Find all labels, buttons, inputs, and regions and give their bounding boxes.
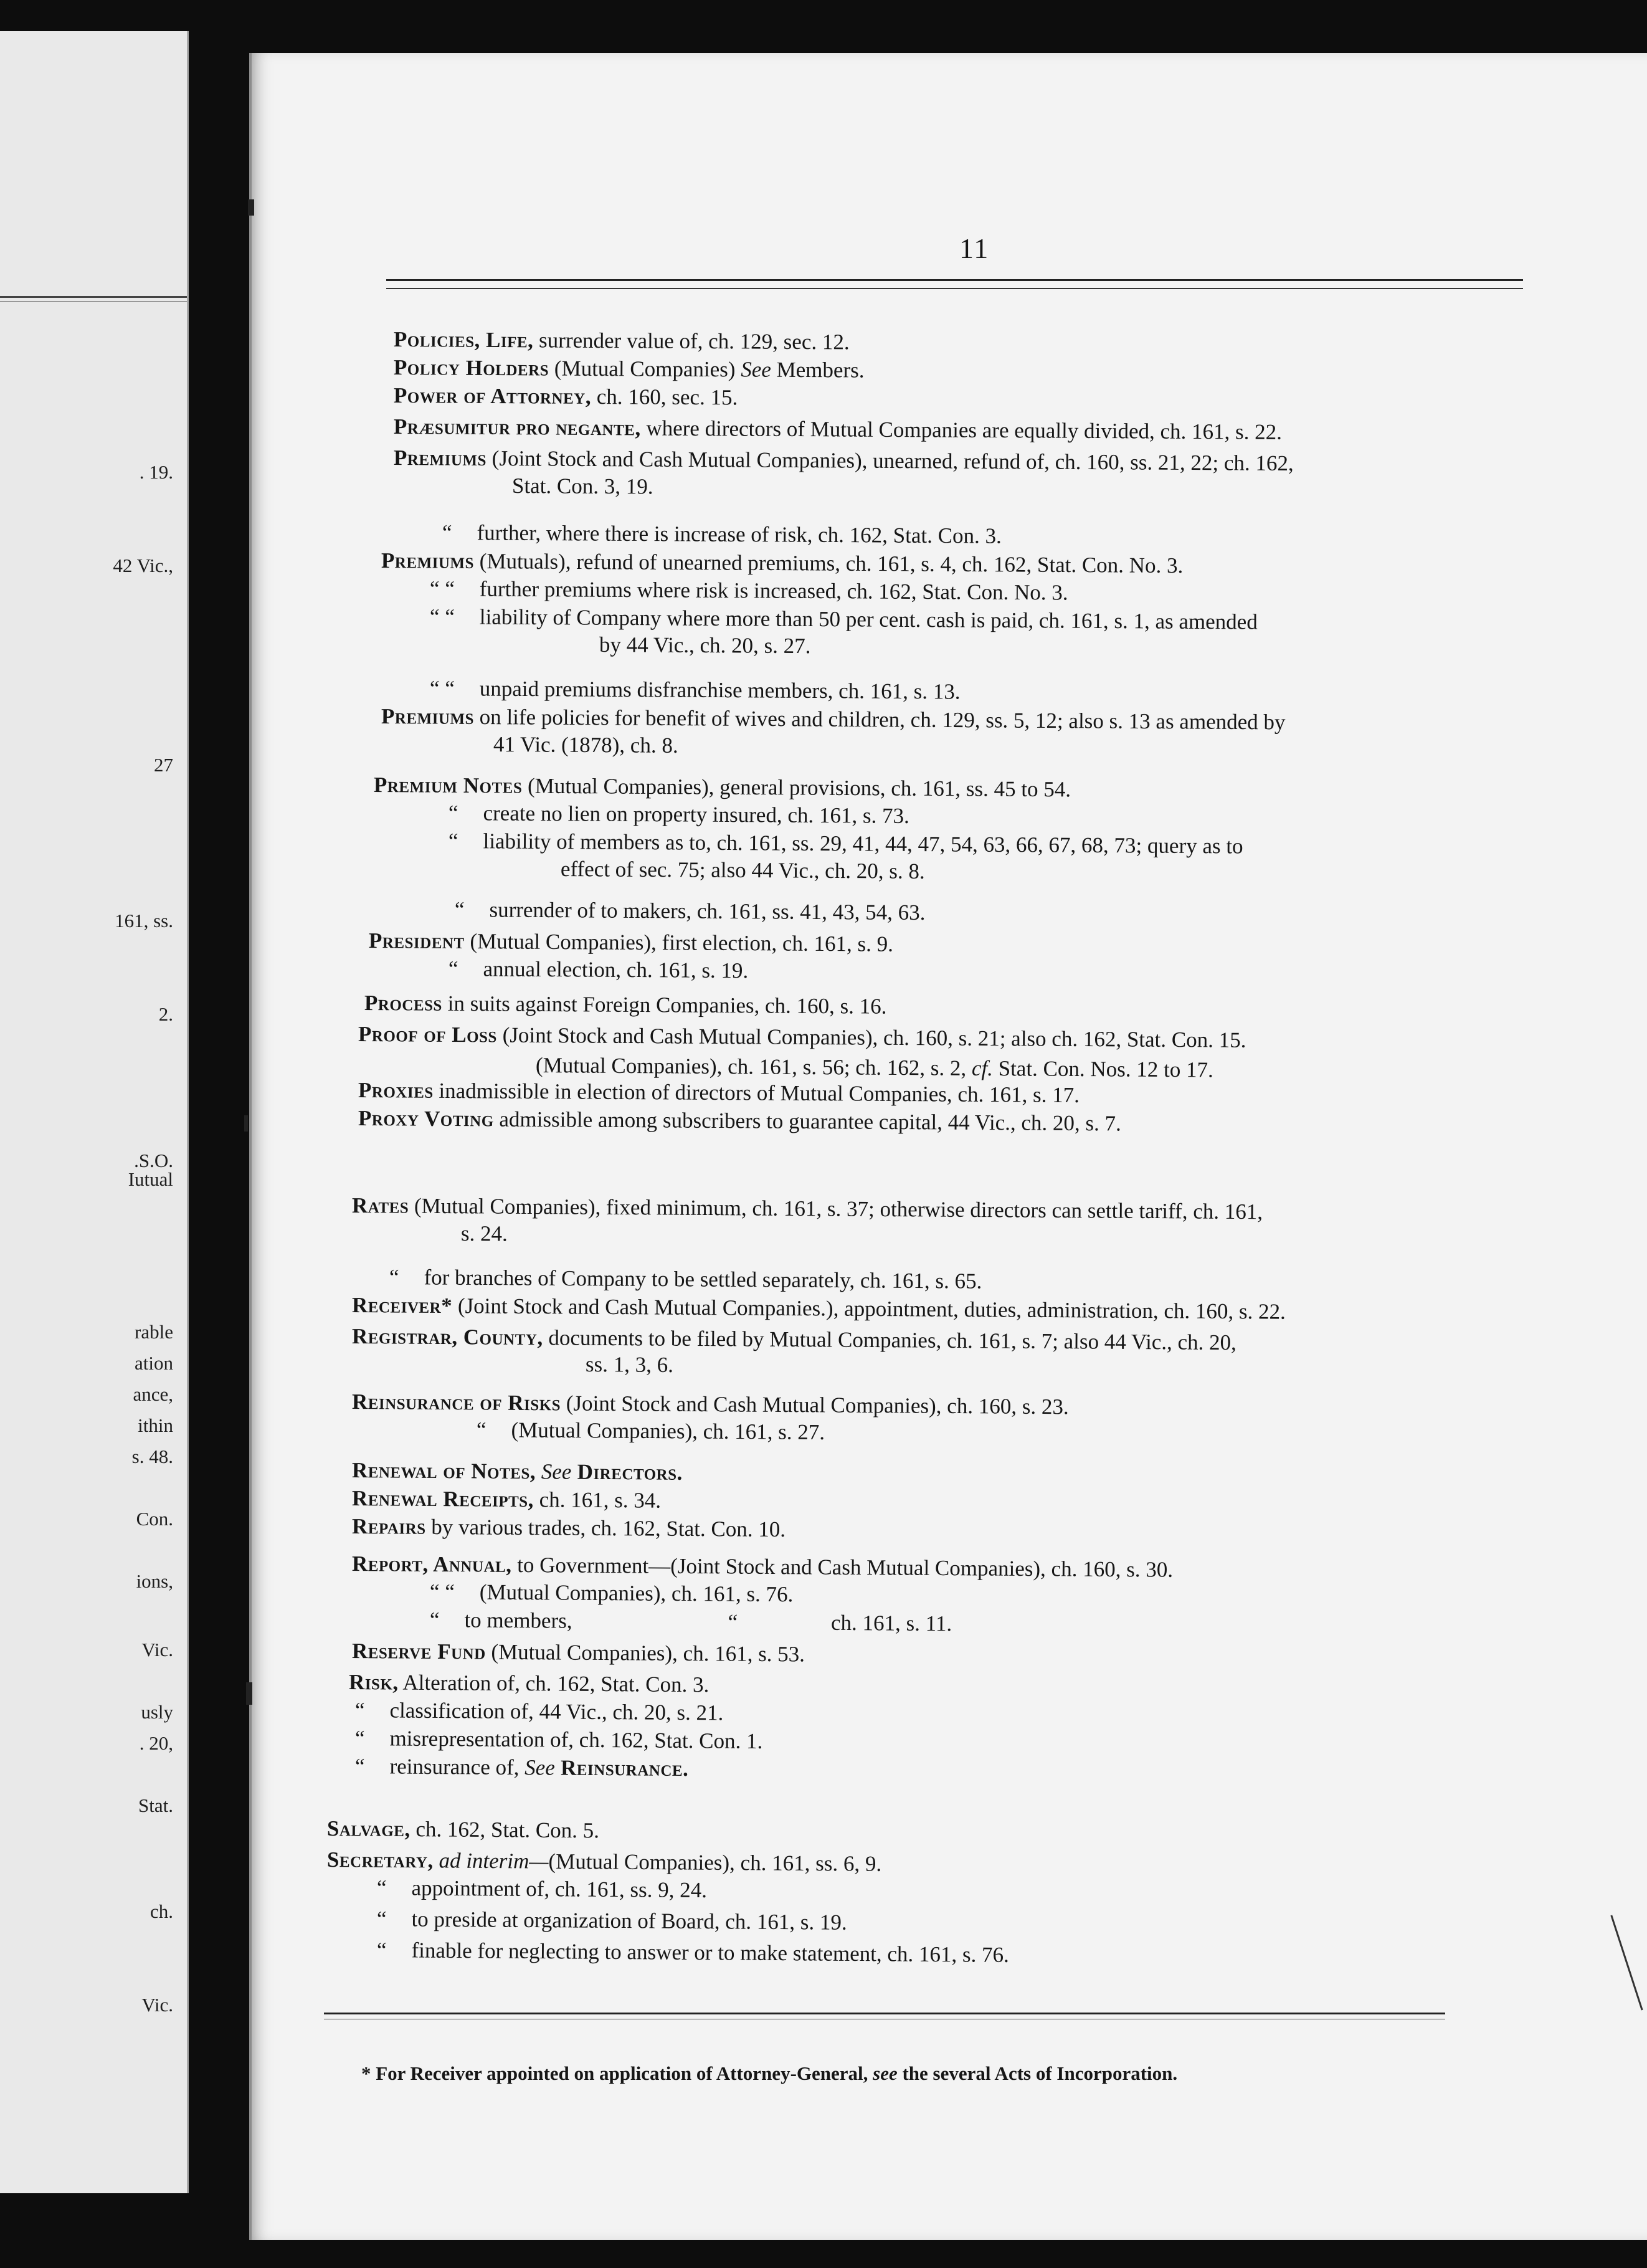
index-entry — [455, 897, 926, 925]
entry-text: further premiums where risk is increased, ch. 162, Stat. Con. No. 3. — [479, 576, 1068, 605]
index-entry — [561, 857, 925, 884]
footnote-rule — [324, 2013, 1445, 2014]
entry-text: surrender of to makers, ch. 161, ss. 41, 43, 54, 63. — [489, 897, 926, 925]
left-page-fragment: ance, — [133, 1383, 173, 1405]
left-page-fragment: . 20, — [139, 1732, 173, 1754]
entry-text: liability of members as to, ch. 161, ss. 29, 41, 44, 47, 54, 63, 66, 67, 68, 73; query as to — [483, 829, 1243, 859]
index-entry — [449, 829, 1243, 859]
index-entry — [381, 704, 1286, 735]
entry-text: (Joint Stock and Cash Mutual Companies), ch. 160, s. 21; also ch. 162, Stat. Con. 15. — [496, 1022, 1246, 1052]
entry-text: 41 Vic. (1878), ch. 8. — [493, 732, 678, 758]
entry-see: See — [541, 1459, 572, 1484]
index-entry — [358, 1022, 1246, 1053]
ditto-mark: “ — [476, 1418, 487, 1442]
left-page-fragment: ation — [135, 1352, 173, 1374]
index-entry — [461, 1221, 508, 1247]
left-page-fragment: 42 Vic., — [113, 555, 173, 576]
entry-heading: Renewal Receipts, — [351, 1486, 534, 1512]
index-entry — [394, 446, 1294, 476]
index-entry — [327, 1816, 599, 1843]
entry-text — [536, 1459, 541, 1484]
index-entry — [449, 956, 749, 983]
index-entry — [352, 1458, 683, 1485]
entry-heading: Policy Holders — [393, 355, 549, 381]
index-entry — [394, 414, 1282, 445]
left-page-fragment: Stat. — [138, 1794, 173, 1816]
index-entry — [352, 1389, 1069, 1419]
entry-text: appointment of, ch. 161, ss. 9, 24. — [411, 1875, 708, 1903]
entry-text: (Joint Stock and Cash Mutual Companies), unearned, refund of, ch. 160, ss. 21, 22; ch. 162, — [486, 446, 1294, 476]
margin-mark — [248, 199, 254, 216]
entry-text: unpaid premiums disfranchise members, ch. 161, s. 13. — [479, 676, 961, 704]
entry-text: admissible among subscribers to guarantee capital, 44 Vic., ch. 20, s. 7. — [493, 1107, 1122, 1136]
entry-heading: Premiums — [381, 704, 475, 729]
ditto-mark: “ — [454, 897, 465, 922]
entry-heading: President — [368, 928, 465, 954]
entry-see: See — [741, 357, 771, 382]
index-entry — [477, 1418, 825, 1445]
index-entry — [599, 632, 811, 659]
index-entry — [430, 604, 1258, 635]
entry-text: effect of sec. 75; also 44 Vic., ch. 20, s. 8. — [560, 857, 925, 884]
entry-heading: Rates — [351, 1193, 409, 1218]
ditto-mark: “ “ — [429, 576, 455, 601]
left-page-fragment: Con. — [136, 1508, 173, 1530]
index-entry — [358, 1106, 1121, 1136]
index-entry — [327, 1847, 881, 1877]
entry-text: where directors of Mutual Companies are equally divided, ch. 161, s. 22. — [640, 416, 1283, 444]
ditto-mark: “ — [354, 1726, 365, 1751]
entry-text: create no lien on property insured, ch. 161, s. 73. — [483, 801, 909, 828]
index-entry — [377, 1938, 1009, 1968]
entry-text: annual election, ch. 161, s. 19. — [483, 956, 749, 983]
entry-heading: Registrar, County, — [351, 1324, 543, 1350]
index-entry — [430, 1608, 952, 1636]
index-entry — [512, 474, 653, 499]
index-entry — [358, 1078, 1080, 1108]
entry-heading: Report, Annual, — [351, 1551, 512, 1577]
margin-mark — [244, 1115, 248, 1132]
entry-text: ss. 1, 3, 6. — [585, 1352, 674, 1378]
ditto-mark: “ “ — [429, 604, 455, 629]
entry-heading: Reserve Fund — [351, 1639, 486, 1664]
entry-text: (Mutual Companies) — [549, 356, 741, 382]
ditto-mark: “ — [728, 1609, 738, 1634]
index-entry — [430, 576, 1068, 606]
entry-text: misrepresentation of, ch. 162, Stat. Con. 1. — [389, 1726, 763, 1753]
entry-text: (Mutual Companies), general provisions, ch. 161, ss. 45 to 54. — [522, 773, 1071, 802]
left-page-fragment: rable — [135, 1321, 173, 1343]
ditto-mark: “ — [429, 1608, 440, 1632]
entry-see: See — [524, 1755, 555, 1780]
index-entry — [586, 1352, 673, 1378]
entry-text: ch. 160, sec. 15. — [591, 384, 738, 410]
entry-text: finable for neglecting to answer or to make statement, ch. 161, s. 76. — [411, 1938, 1009, 1967]
entry-text: Alteration of, ch. 162, Stat. Con. 3. — [398, 1670, 710, 1697]
entry-text: (Mutuals), refund of unearned premiums, ch. 161, s. 4, ch. 162, Stat. Con. No. 3. — [473, 548, 1184, 578]
entry-heading: Receiver* — [351, 1293, 453, 1318]
entry-text: inadmissible in election of directors of Mutual Companies, ch. 161, s. 17. — [433, 1078, 1080, 1108]
entry-text: classification of, 44 Vic., ch. 20, s. 21. — [389, 1698, 724, 1725]
index-entry — [394, 355, 865, 383]
entry-heading: Process — [364, 991, 443, 1016]
entry-text: reinsurance of, — [389, 1754, 525, 1780]
left-page-fragment: Vic. — [141, 1639, 173, 1660]
entry-heading: Præsumitur pro negante, — [393, 414, 641, 441]
entry-italic-lead: ad interim— — [433, 1848, 549, 1874]
entry-text: to members, — [464, 1608, 572, 1633]
entry-text: (Joint Stock and Cash Mutual Companies.), appointment, duties, administration, ch. 160, s. 22. — [452, 1294, 1286, 1324]
index-entry — [430, 676, 961, 705]
index-entry — [352, 1514, 786, 1542]
entry-text: (Mutual Companies), ch. 161, s. 27. — [511, 1418, 825, 1445]
entry-heading: Reinsurance of Risks — [351, 1389, 561, 1416]
entry-tail: Reinsurance. — [554, 1755, 689, 1781]
entry-text: (Mutual Companies), first election, ch. 161, s. 9. — [464, 929, 894, 956]
ditto-mark: “ — [448, 956, 458, 981]
index-entry — [369, 928, 893, 957]
ditto-mark: “ — [354, 1754, 365, 1779]
entry-heading: Renewal of Notes, — [351, 1458, 536, 1484]
index-entry — [394, 327, 850, 355]
entry-tail: Members. — [771, 357, 865, 383]
margin-mark — [246, 1682, 252, 1705]
left-page-fragment: ch. — [150, 1900, 173, 1922]
ditto-mark: “ — [376, 1875, 387, 1900]
entry-heading: Repairs — [351, 1514, 426, 1539]
entry-heading: Proxies — [358, 1078, 434, 1103]
footnote-see: see — [873, 2062, 898, 2084]
entry-heading: Policies, Life, — [393, 327, 534, 353]
index-entry — [352, 1639, 805, 1667]
entry-text: to preside at organization of Board, ch. 161, s. 19. — [411, 1907, 847, 1935]
left-page-fragment: 161, ss. — [115, 910, 173, 932]
entry-text: (Mutual Companies), ch. 161, s. 56; ch. 162, s. 2, — [535, 1053, 972, 1080]
entry-heading: Premiums — [381, 548, 475, 573]
entry-text: by various trades, ch. 162, Stat. Con. 10. — [425, 1514, 786, 1542]
left-page-fragment: s. 48. — [131, 1446, 173, 1467]
entry-heading: Proxy Voting — [358, 1106, 494, 1132]
entry-heading: Risk, — [348, 1670, 399, 1695]
entry-tail: Directors. — [571, 1459, 683, 1485]
entry-heading: Salvage, — [326, 1816, 411, 1842]
page-number: 11 — [959, 232, 990, 264]
entry-text: ch. 161, s. 34. — [533, 1487, 662, 1513]
left-page-fragment: .S.O. — [134, 1150, 173, 1171]
entry-text: (Mutual Companies), ch. 161, s. 53. — [485, 1639, 805, 1667]
index-entry — [377, 1875, 707, 1903]
left-page-fragment: Vic. — [141, 1994, 173, 2016]
ditto-mark: “ — [389, 1265, 399, 1290]
entry-text: surrender value of, ch. 129, sec. 12. — [533, 328, 850, 355]
left-page-fragment: usly — [141, 1701, 173, 1723]
index-entry — [352, 1324, 1236, 1355]
entry-text: in suits against Foreign Companies, ch. 160, s. 16. — [442, 991, 887, 1019]
left-page-fragment: 2. — [158, 1003, 173, 1025]
index-entry — [449, 801, 909, 829]
index-entry — [430, 1580, 794, 1607]
left-page-fragment: . 19. — [139, 461, 173, 483]
index-entry — [349, 1670, 710, 1697]
entry-text: further, where there is increase of risk, ch. 162, Stat. Con. 3. — [477, 520, 1002, 548]
index-entry — [381, 548, 1184, 578]
index-entry — [355, 1754, 689, 1781]
ditto-mark: “ “ — [429, 1580, 455, 1604]
ditto-mark: “ — [448, 829, 458, 854]
index-entry — [394, 383, 738, 410]
entry-text: liability of Company where more than 50 per cent. cash is paid, ch. 161, s. 1, as amended — [479, 604, 1258, 634]
ditto-mark: “ — [442, 520, 452, 545]
index-entry — [536, 1053, 1213, 1083]
index-entry — [442, 520, 1002, 549]
entry-text: to Government—(Joint Stock and Cash Mutual Companies), ch. 160, s. 30. — [511, 1552, 1174, 1582]
index-entry — [377, 1907, 847, 1935]
entry-heading: Power of Attorney, — [393, 383, 592, 409]
index-entry — [364, 991, 887, 1019]
index-entry — [493, 732, 678, 758]
entry-text: documents to be filed by Mutual Companies, ch. 161, s. 7; also 44 Vic., ch. 20, — [543, 1325, 1237, 1355]
entry-text: by 44 Vic., ch. 20, s. 27. — [599, 632, 811, 659]
index-entry — [352, 1551, 1173, 1583]
entry-text: (Mutual Companies), fixed minimum, ch. 161, s. 37; otherwise directors can settle tariff, ch. 161, — [409, 1193, 1263, 1224]
index-entry — [352, 1193, 1263, 1224]
entry-heading: Premiums — [393, 446, 487, 470]
entry-tail: ch. 161, s. 11. — [830, 1610, 952, 1636]
index-entry — [374, 773, 1071, 802]
entry-text: s. 24. — [460, 1221, 508, 1246]
ditto-mark: “ — [354, 1698, 365, 1723]
footnote — [361, 2062, 1177, 2085]
footnote-tail: the several Acts of Incorporation. — [897, 2062, 1178, 2084]
entry-heading: Premium Notes — [373, 773, 523, 798]
left-page-fragment: Iutual — [128, 1168, 173, 1190]
index-entry — [355, 1698, 724, 1725]
ditto-mark: “ “ — [429, 676, 455, 701]
ditto-mark: “ — [376, 1938, 387, 1963]
index-entry — [389, 1265, 982, 1294]
entry-text: on life policies for benefit of wives and children, ch. 129, ss. 5, 12; also s. 13 as amended by — [473, 704, 1286, 735]
left-page-fragment: ions, — [136, 1570, 173, 1592]
ditto-mark: “ — [448, 801, 458, 826]
entry-text: Stat. Con. 3, 19. — [511, 474, 653, 499]
entry-text: for branches of Company to be settled separately, ch. 161, s. 65. — [424, 1265, 982, 1294]
ditto-mark: “ — [376, 1907, 387, 1932]
entry-text: (Mutual Companies), ch. 161, ss. 6, 9. — [548, 1849, 882, 1876]
entry-heading: Proof of Loss — [358, 1022, 498, 1047]
entry-text: (Mutual Companies), ch. 161, s. 76. — [479, 1580, 794, 1607]
left-page-fragment: ithin — [138, 1414, 173, 1436]
index-entry — [352, 1293, 1286, 1325]
entry-tail: Stat. Con. Nos. 12 to 17. — [992, 1056, 1213, 1082]
entry-text: ch. 162, Stat. Con. 5. — [410, 1817, 600, 1843]
footnote-text: * For Receiver appointed on application of Attorney-General, — [361, 2062, 873, 2084]
left-page-fragment: 27 — [154, 754, 173, 776]
entry-text: (Joint Stock and Cash Mutual Companies), ch. 160, s. 23. — [560, 1391, 1069, 1419]
entry-see: cf. — [971, 1055, 994, 1081]
index-entry — [352, 1486, 661, 1513]
index-entry — [355, 1726, 763, 1754]
entry-heading: Secretary, — [326, 1847, 434, 1873]
